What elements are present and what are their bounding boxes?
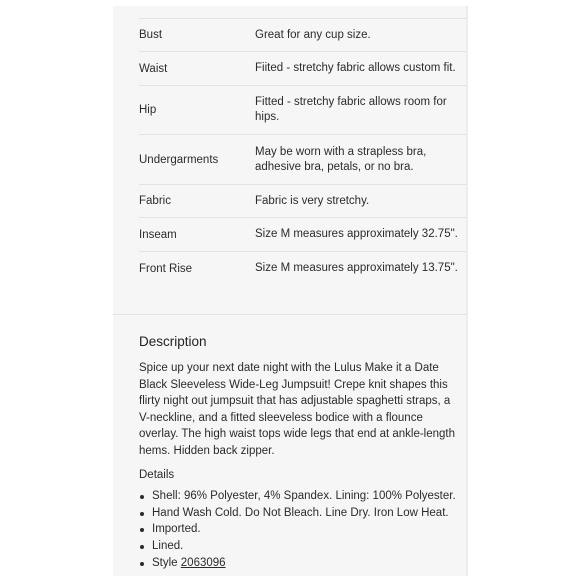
size-fit-table [139, 18, 466, 286]
fit-label-bust: Bust [139, 29, 163, 41]
fit-label-fabric: Fabric [139, 195, 171, 207]
details-list [139, 488, 461, 572]
style-number-link[interactable]: 2063096 [180, 556, 226, 569]
detail-text-fabric: Shell: 96% Polyester, 4% Spandex. Lining: 100% Polyester. [152, 490, 456, 502]
table-row [139, 135, 466, 185]
table-row [139, 185, 466, 218]
table-row [139, 86, 466, 135]
details-heading: Details [139, 469, 175, 481]
list-item [139, 555, 461, 572]
list-item [139, 521, 461, 538]
list-item [139, 488, 461, 505]
description-text: Spice up your next date night with the Lulus Make it a Date Black Sleeveless Wide-Leg Jumpsuit! Crepe knit shapes this flirty night out jumpsuit that has adjustable spaghetti straps, a V-neckline, and a fitted sleeveless bodice with a flounce overlay. The high waist tops wide legs that end at ankle-length hems. Hidden back zipper. [139, 362, 456, 457]
detail-text-lined: Lined. [152, 540, 184, 553]
bullet-icon [140, 562, 144, 566]
list-item [139, 505, 461, 522]
style-label: Style [152, 556, 178, 569]
table-row [139, 19, 466, 52]
panel-edge-shadow [466, 6, 468, 576]
detail-text-care: Hand Wash Cold. Do Not Bleach. Line Dry. Iron Low Heat. [152, 506, 449, 519]
fit-value-front-rise: Size M measures approximately 13.75". [255, 262, 458, 275]
fit-label-waist: Waist [139, 62, 168, 75]
bullet-icon [140, 495, 144, 499]
table-row [139, 218, 466, 252]
bullet-icon [140, 512, 144, 516]
description-heading: Description [139, 334, 207, 349]
fit-value-fabric: Fabric is very stretchy. [255, 194, 370, 207]
fit-value-inseam: Size M measures approximately 32.75". [255, 228, 458, 240]
table-row [139, 252, 466, 286]
product-details-panel [113, 6, 466, 576]
fit-value-bust: Great for any cup size. [255, 28, 371, 41]
detail-text-imported: Imported. [152, 523, 201, 536]
fit-label-hip: Hip [139, 104, 157, 116]
fit-label-undergarments: Undergarments [139, 153, 219, 166]
bullet-icon [140, 528, 144, 532]
table-row [139, 52, 466, 86]
bullet-icon [140, 545, 144, 549]
section-divider [113, 314, 466, 315]
fit-label-front-rise: Front Rise [139, 262, 193, 275]
fit-value-waist: Fiited - stretchy fabric allows custom fit. [255, 62, 456, 74]
fit-value-undergarments: May be worn with a strapless bra, adhesive bra, petals, or no bra. [255, 145, 427, 173]
fit-label-inseam: Inseam [139, 228, 177, 241]
fit-value-hip: Fitted - stretchy fabric allows room for hips. [255, 96, 447, 123]
list-item [139, 538, 461, 555]
